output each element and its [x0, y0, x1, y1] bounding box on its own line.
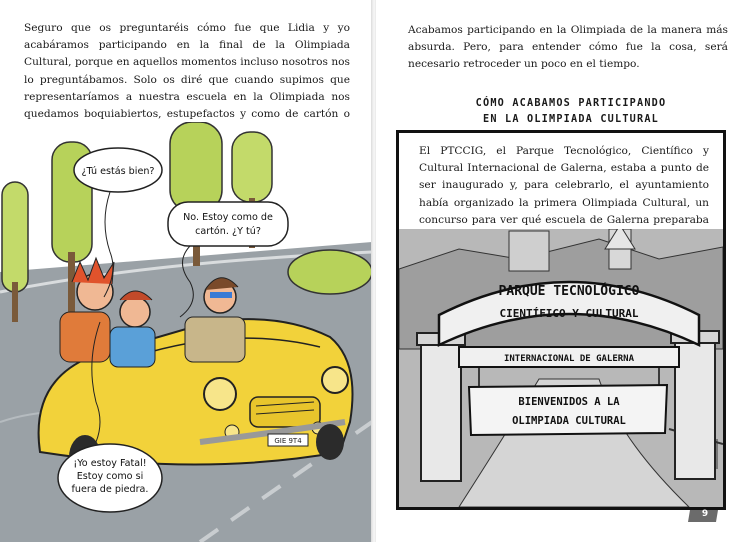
comic-panel [396, 130, 726, 510]
arch-line2: CIENTÍFICO Y CULTURAL [499, 307, 639, 320]
arch-line3: INTERNACIONAL DE GALERNA [503, 354, 635, 364]
left-page-paragraph: Seguro que os preguntaréis cómo fue que Lidia y yo acabáramos participando en la final de la Olimpiada Cultural, porque en aquellos momentos incluso nosotros nos lo preguntábamos. Solo os diré que cuando supimos que representaríamos a nuestra escuela en la Olimpiada nos quedamos boquiabiertos, estupefactos y como de cartón o [24, 22, 350, 121]
car-illustration [0, 122, 372, 542]
license-plate: GIE 9T4 [274, 437, 302, 445]
bush-right [288, 250, 372, 294]
banner-line1: BIENVENIDOS A LA [518, 396, 620, 408]
bubble-right-line2: cartón. ¿Y tú? [195, 226, 261, 237]
bubble-bottom-line1: ¡Yo estoy Fatal! [73, 458, 147, 469]
chapter-heading: CÓMO ACABAMOS PARTICIPANDO EN LA OLIMPIADA CULTURAL [475, 98, 667, 125]
arch-line1: PARQUE TECNOLÓGICO [498, 284, 640, 299]
bubble-bottom-line2: Estoy como si [76, 471, 144, 482]
bubble-top-left-text: ¿Tú estás bien? [81, 166, 155, 177]
right-page [376, 0, 750, 542]
bubble-bottom-line3: fuera de piedra. [71, 484, 149, 495]
panel-paragraph: El PTCCIG, el Parque Tecnológico, Científico y Cultural Internacional de Galerna, estaba a punto de ser inaugurado y, para celebrarlo, el ayuntamiento había organizado la primera Olimpiada Cultural, un concurso para ver qué escuela de Galerna preparaba [419, 145, 709, 226]
park-entrance-illustration [399, 229, 723, 507]
banner-line2: OLIMPIADA CULTURAL [512, 415, 626, 427]
left-page [0, 0, 372, 542]
bubble-right-line1: No. Estoy como de [183, 212, 273, 223]
page-number: 9 [701, 509, 709, 519]
right-page-paragraph: Acabamos participando en la Olimpiada de la manera más absurda. Pero, para entender cómo fue la cosa, será necesario retroceder un poco en el tiempo. [408, 24, 728, 71]
